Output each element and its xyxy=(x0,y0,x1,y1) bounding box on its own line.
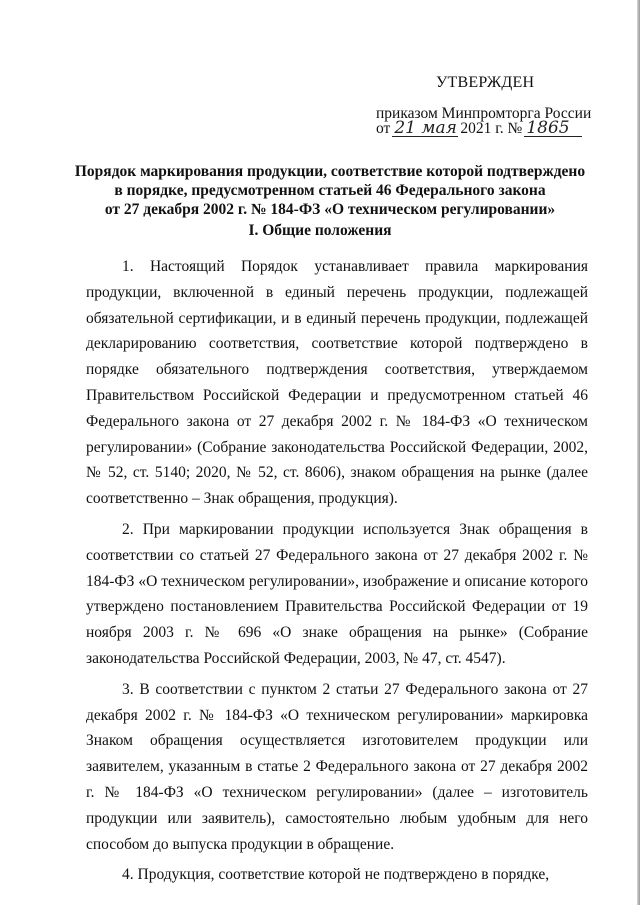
paragraph-3: 3. В соответствии с пунктом 2 статьи 27 Федерального закона от 27 декабря 2002 г. № 184-ФЗ «О техническом регулировании» маркировка Знаком обращения осуществляется изготовителем продукции или заявителем, указанным в статье 2 Федерального закона от 27 декабря 2002 г. № 184-ФЗ «О техническом регулировании» (далее – изготовитель продукции или заявитель), самостоятельно любым удобным для него способом до выпуска продукции в обращение. xyxy=(86,680,588,853)
order-date-line xyxy=(376,120,584,138)
section-heading: I. Общие положения xyxy=(248,222,392,239)
paragraph-1: 1. Настоящий Порядок устанавливает правила маркирования продукции, включенной в единый перечень продукции, подлежащей обязательной сертификации, и в единый перечень продукции, подлежащей декларированию соответствия, соответствие которой подтверждено в порядке обязательного подтверждения соответствия, утверждаемом Правительством Российской Федерации и предусмотренном статьей 46 Федерального закона от 27 декабря 2002 г. № 184-ФЗ «О техническом регулировании» (Собрание законодательства Российской Федерации, 2002, № 52, ст. 5140; 2020, № 52, ст. 8606), знаком обращения на рынке (далее соответственно – Знак обращения, продукция). xyxy=(86,258,588,508)
order-year: 2021 г. № xyxy=(460,120,523,137)
title-line-1: Порядок маркирования продукции, соответствие которой подтверждено xyxy=(74,163,586,180)
document-body xyxy=(86,254,588,893)
title-line-3: от 27 декабря 2002 г. № 184-ФЗ «О техническом регулировании» xyxy=(104,201,556,218)
approval-label: УТВЕРЖДЕН xyxy=(436,74,535,91)
handwritten-date: 21 мая xyxy=(394,118,457,138)
order-line: приказом Минпромторга России xyxy=(376,105,592,122)
handwritten-number: 1865 xyxy=(524,120,582,137)
title-line-2: в порядке, предусмотренном статьей 46 Федерального закона xyxy=(114,182,546,199)
paragraph-4: 4. Продукция, соответствие которой не подтверждено в порядке, xyxy=(122,866,550,884)
paragraph-2: 2. При маркировании продукции используется Знак обращения в соответствии со статьей 27 Федерального закона от 27 декабря 2002 г. № 184-ФЗ «О техническом регулировании», изображение и описание которого утверждено постановлением Правительства Российской Федерации от 19 ноября 2003 г. № 696 «О знаке обращения на рынке» (Собрание законодательства Российской Федерации, 2003, № 47, ст. 4547). xyxy=(86,520,588,667)
document-title xyxy=(60,162,600,219)
date-prefix: от xyxy=(376,120,391,137)
